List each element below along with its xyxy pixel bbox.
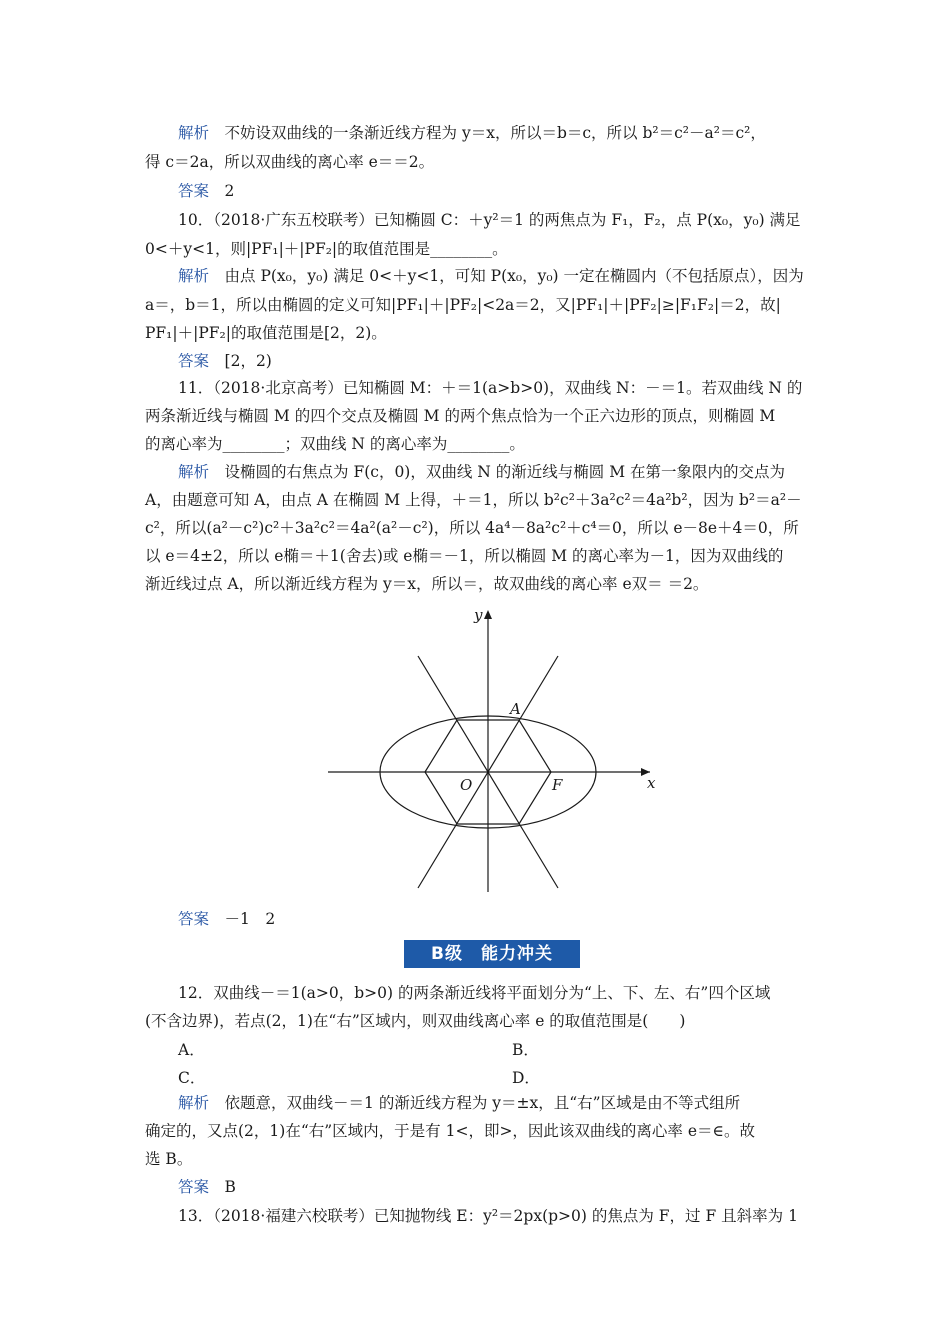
analysis-11-line-5: 渐近线过点 A，所以渐近线方程为 y＝x，所以＝，故双曲线的离心率 e双＝ ＝2。 [145, 575, 709, 593]
question-11-line-3: 的离心率为________；双曲线 N 的离心率为________。 [145, 435, 525, 453]
analysis-tag: 解析 [178, 124, 210, 142]
answer-tag: 答案 [178, 182, 210, 200]
text: 设椭圆的右焦点为 F(c，0)，双曲线 N 的渐近线与椭圆 M 在第一象限内的交点为 [224, 463, 785, 481]
question-13-line-1: 13．（2018·福建六校联考）已知抛物线 E：y²＝2px(p>0) 的焦点为 F，过 F 且斜率为 1 [178, 1207, 798, 1225]
question-11-line-2: 两条渐近线与椭圆 M 的四个交点及椭圆 M 的两个焦点恰为一个正六边形的顶点，则椭圆 M [145, 407, 776, 425]
analysis-10-line-3: PF₁|＋|PF₂|的取值范围是[2，2)。 [145, 324, 387, 342]
label-y: y [474, 606, 483, 624]
section-banner: B级 能力冲关 [404, 940, 580, 968]
option-a: A． [178, 1041, 205, 1059]
analysis-line-1 [178, 123, 766, 143]
ellipse-hexagon-figure [320, 600, 660, 900]
answer-tag: 答案 [178, 1178, 210, 1196]
label-O: O [460, 776, 473, 794]
question-12-line-1: 12．双曲线－＝1(a>0，b>0) 的两条渐近线将平面划分为“上、下、左、右”四个区域 [178, 984, 771, 1002]
text: －1 2 [224, 910, 276, 928]
text: 2 [224, 182, 235, 200]
answer-tag: 答案 [178, 910, 210, 928]
analysis-11-line-4: 以 e＝4±2，所以 e椭＝＋1(舍去)或 e椭＝－1，所以椭圆 M 的离心率为－1，因为双曲线的 [145, 547, 784, 565]
analysis-11-line-3: c²，所以(a²－c²)c²＋3a²c²＝4a²(a²－c²)，所以 4a⁴－8a²c²＋c⁴＝0，所以 e－8e＋4＝0，所 [145, 519, 799, 537]
analysis-tag: 解析 [178, 267, 210, 285]
answer-line-11 [178, 909, 275, 929]
text: [2，2) [224, 352, 272, 370]
answer-line-12 [178, 1177, 236, 1197]
analysis-10-line-1 [178, 266, 804, 286]
analysis-tag: 解析 [178, 463, 210, 481]
option-c: C． [178, 1069, 206, 1087]
analysis-11-line-2: A，由题意可知 A，由点 A 在椭圆 M 上得，＋＝1，所以 b²c²＋3a²c²＝4a²b²，因为 b²＝a²－ [145, 491, 802, 509]
option-d: D． [512, 1069, 540, 1087]
option-b: B． [512, 1041, 539, 1059]
analysis-12-line-2: 确定的，又点(2，1)在“右”区域内，于是有 1<，即>，因此该双曲线的离心率 e＝∈。故 [145, 1122, 756, 1140]
text: 由点 P(x₀，y₀) 满足 0<＋y<1，可知 P(x₀，y₀) 一定在椭圆内（不包括原点），因为 [224, 267, 804, 285]
answer-line-10 [178, 351, 272, 371]
label-F: F [552, 776, 563, 794]
question-11-line-1: 11．（2018·北京高考）已知椭圆 M：＋＝1(a>b>0)，双曲线 N：－＝1。若双曲线 N 的 [178, 379, 803, 397]
analysis-12-line-1 [178, 1093, 740, 1113]
label-A: A [510, 700, 521, 718]
analysis-tag: 解析 [178, 1094, 210, 1112]
text: 不妨设双曲线的一条渐近线方程为 y＝x，所以＝b＝c，所以 b²＝c²－a²＝c²， [224, 124, 766, 142]
text: 依题意，双曲线－＝1 的渐近线方程为 y＝±x，且“右”区域是由不等式组所 [224, 1094, 741, 1112]
question-10-line-2: 0<＋y<1，则|PF₁|＋|PF₂|的取值范围是________。 [145, 240, 508, 258]
label-x: x [647, 774, 656, 792]
question-12-line-2: (不含边界)，若点(2，1)在“右”区域内，则双曲线离心率 e 的取值范围是( ) [145, 1012, 686, 1030]
answer-line-9 [178, 181, 234, 201]
question-10-line-1: 10．（2018·广东五校联考）已知椭圆 C：＋y²＝1 的两焦点为 F₁，F₂，点 P(x₀，y₀) 满足 [178, 211, 801, 229]
analysis-line-2: 得 c＝2a，所以双曲线的离心率 e＝＝2。 [145, 153, 435, 171]
analysis-10-line-2: a＝，b＝1，所以由椭圆的定义可知|PF₁|＋|PF₂|<2a＝2，又|PF₁|＋|PF₂|≥|F₁F₂|＝2，故| [145, 296, 781, 314]
text: B [224, 1178, 236, 1196]
figure-svg [320, 600, 660, 900]
analysis-12-line-3: 选 B。 [145, 1150, 193, 1168]
analysis-11-line-1 [178, 462, 785, 482]
y-arrow [484, 610, 492, 619]
answer-tag: 答案 [178, 352, 210, 370]
